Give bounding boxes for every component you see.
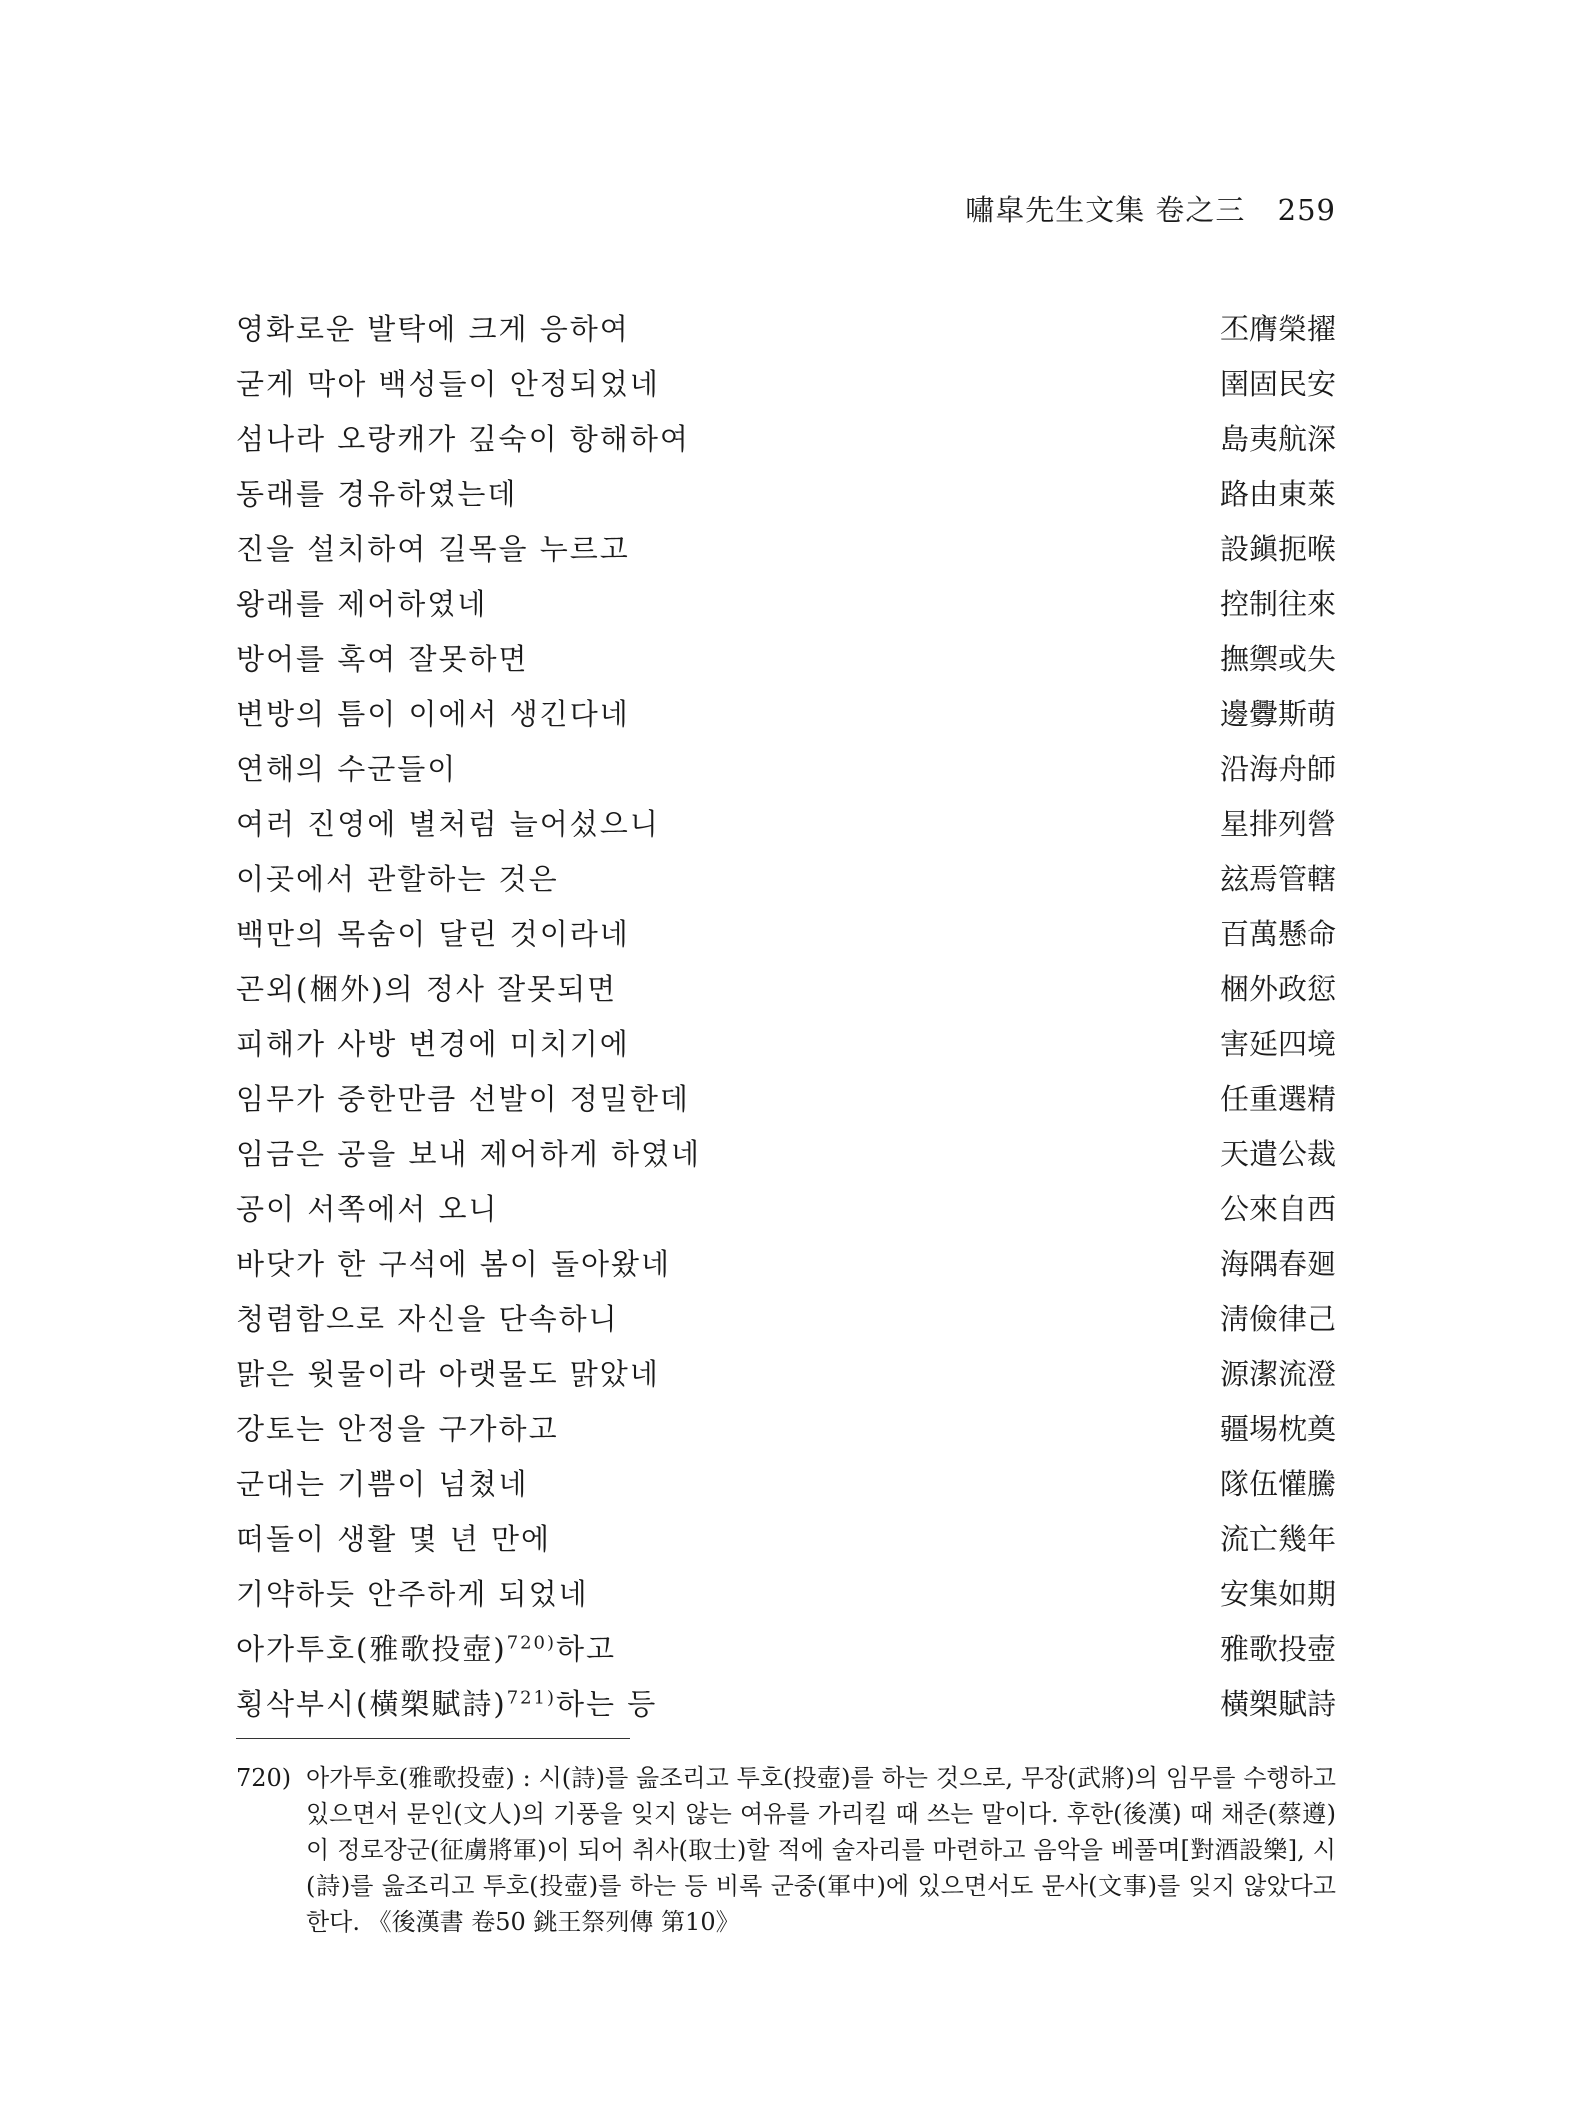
verse-hanja: 丕膺榮擢 bbox=[1219, 312, 1336, 346]
verse-line bbox=[236, 522, 1336, 577]
footnote-number: 720) bbox=[236, 1764, 292, 1792]
verse-hanja: 雅歌投壺 bbox=[1219, 1632, 1336, 1666]
verse-korean: 이곳에서 관할하는 것은 bbox=[236, 862, 559, 896]
verse-line bbox=[236, 632, 1336, 687]
verse-korean: 영화로운 발탁에 크게 응하여 bbox=[236, 312, 630, 346]
verse-line bbox=[236, 1457, 1336, 1512]
verse-hanja: 海隅春廻 bbox=[1219, 1247, 1336, 1281]
verse-korean: 곤외(梱外)의 정사 잘못되면 bbox=[236, 972, 618, 1006]
verse-hanja: 流亡幾年 bbox=[1219, 1522, 1336, 1556]
verse-hanja: 撫禦或失 bbox=[1219, 642, 1336, 676]
verse-line bbox=[236, 1127, 1336, 1182]
verse-korean-text: 아가투호(雅歌投壺) bbox=[236, 1632, 507, 1666]
verse-hanja: 百萬懸命 bbox=[1219, 917, 1336, 951]
footnote-reference[interactable]: 721) bbox=[506, 1687, 556, 1709]
verse-hanja: 公來自西 bbox=[1219, 1192, 1336, 1226]
verse-korean: 여러 진영에 별처럼 늘어섰으니 bbox=[236, 807, 660, 841]
verse-hanja: 沿海舟師 bbox=[1219, 752, 1336, 786]
verse-korean: 피해가 사방 변경에 미치기에 bbox=[236, 1027, 630, 1061]
verse-korean-suffix: 하는 등 bbox=[556, 1687, 658, 1721]
verse-korean bbox=[236, 1622, 616, 1677]
verse-line bbox=[236, 1512, 1336, 1567]
verse-line bbox=[236, 412, 1336, 467]
verse-korean-suffix: 하고 bbox=[556, 1632, 617, 1666]
verse-korean: 강토는 안정을 구가하고 bbox=[236, 1412, 559, 1446]
verse-line bbox=[236, 962, 1336, 1017]
verse-line bbox=[236, 467, 1336, 522]
verse-hanja: 島夷航深 bbox=[1219, 422, 1336, 456]
verse-hanja: 路由東萊 bbox=[1219, 477, 1336, 511]
verse-korean: 바닷가 한 구석에 봄이 돌아왔네 bbox=[236, 1247, 672, 1281]
verse-line bbox=[236, 687, 1336, 742]
verse-korean: 방어를 혹여 잘못하면 bbox=[236, 642, 529, 676]
verse-korean: 동래를 경유하였는데 bbox=[236, 477, 518, 511]
footnote bbox=[236, 1760, 1336, 1940]
verse-korean: 맑은 윗물이라 아랫물도 맑았네 bbox=[236, 1357, 660, 1391]
verse-hanja: 圉固民安 bbox=[1219, 367, 1336, 401]
verse-korean: 왕래를 제어하였네 bbox=[236, 587, 488, 621]
verse-korean: 굳게 막아 백성들이 안정되었네 bbox=[236, 367, 660, 401]
verse-hanja: 玆焉管轄 bbox=[1219, 862, 1336, 896]
verse-line bbox=[236, 577, 1336, 632]
verse-hanja: 天遣公裁 bbox=[1219, 1137, 1336, 1171]
verse-korean: 공이 서쪽에서 오니 bbox=[236, 1192, 499, 1226]
verse-korean: 변방의 틈이 이에서 생긴다네 bbox=[236, 697, 630, 731]
footnote-text: 아가투호(雅歌投壺) : 시(詩)를 읊조리고 투호(投壺)를 하는 것으로, 무장(武將)의 임무를 수행하고 있으면서 문인(文人)의 기풍을 잊지 않는 여유를 가리킬 때 쓰는 말이다. 후한(後漢) 때 채준(蔡遵)이 정로장군(征虜將軍)이 되어 취사(取士)할 적에 술자리를 마련하고 음악을 베풀며[對酒設樂], 시(詩)를 읊조리고 투호(投壺)를 하는 등 비록 군중(軍中)에 있으면서도 문사(文事)를 잊지 않았다고 한다. 《後漢書 卷50 銚王祭列傳 第10》 bbox=[306, 1764, 1336, 1936]
book-title: 嘯皐先生文集 卷之三 bbox=[965, 193, 1246, 227]
verse-hanja: 梱外政愆 bbox=[1219, 972, 1336, 1006]
verse-line bbox=[236, 1292, 1336, 1347]
verse-hanja: 設鎭扼喉 bbox=[1219, 532, 1336, 566]
footnote-divider bbox=[236, 1738, 630, 1739]
verse-list bbox=[236, 302, 1336, 1732]
verse-korean: 군대는 기쁨이 넘쳤네 bbox=[236, 1467, 529, 1501]
verse-line bbox=[236, 1677, 1336, 1732]
verse-line bbox=[236, 357, 1336, 412]
verse-line bbox=[236, 1182, 1336, 1237]
verse-line bbox=[236, 1622, 1336, 1677]
verse-line bbox=[236, 907, 1336, 962]
verse-korean-text: 횡삭부시(橫槊賦詩) bbox=[236, 1687, 507, 1721]
running-header bbox=[965, 188, 1336, 229]
verse-line bbox=[236, 797, 1336, 852]
verse-hanja: 淸儉律己 bbox=[1219, 1302, 1336, 1336]
verse-korean: 임무가 중한만큼 선발이 정밀한데 bbox=[236, 1082, 690, 1116]
verse-line bbox=[236, 302, 1336, 357]
verse-line bbox=[236, 1402, 1336, 1457]
verse-line bbox=[236, 852, 1336, 907]
verse-korean bbox=[236, 1677, 657, 1732]
verse-korean: 연해의 수군들이 bbox=[236, 752, 458, 786]
verse-line bbox=[236, 1017, 1336, 1072]
footnote-reference[interactable]: 720) bbox=[506, 1632, 556, 1654]
verse-line bbox=[236, 1237, 1336, 1292]
verse-hanja: 源潔流澄 bbox=[1219, 1357, 1336, 1391]
verse-korean: 기약하듯 안주하게 되었네 bbox=[236, 1577, 589, 1611]
verse-korean: 진을 설치하여 길목을 누르고 bbox=[236, 532, 630, 566]
verse-hanja: 安集如期 bbox=[1219, 1577, 1336, 1611]
verse-korean: 청렴함으로 자신을 단속하니 bbox=[236, 1302, 619, 1336]
verse-hanja: 任重選精 bbox=[1219, 1082, 1336, 1116]
verse-hanja: 疆埸枕奠 bbox=[1219, 1412, 1336, 1446]
verse-line bbox=[236, 1072, 1336, 1127]
verse-hanja: 邊釁斯萌 bbox=[1219, 697, 1336, 731]
page-number: 259 bbox=[1277, 193, 1336, 227]
verse-hanja: 星排列營 bbox=[1219, 807, 1336, 841]
verse-hanja: 橫槊賦詩 bbox=[1219, 1687, 1336, 1721]
verse-hanja: 隊伍懽騰 bbox=[1219, 1467, 1336, 1501]
verse-korean: 백만의 목숨이 달린 것이라네 bbox=[236, 917, 630, 951]
verse-korean: 섬나라 오랑캐가 깊숙이 항해하여 bbox=[236, 422, 690, 456]
verse-korean: 임금은 공을 보내 제어하게 하였네 bbox=[236, 1137, 702, 1171]
verse-line bbox=[236, 1567, 1336, 1622]
verse-line bbox=[236, 742, 1336, 797]
verse-korean: 떠돌이 생활 몇 년 만에 bbox=[236, 1522, 551, 1556]
verse-hanja: 害延四境 bbox=[1219, 1027, 1336, 1061]
verse-line bbox=[236, 1347, 1336, 1402]
verse-hanja: 控制往來 bbox=[1219, 587, 1336, 621]
